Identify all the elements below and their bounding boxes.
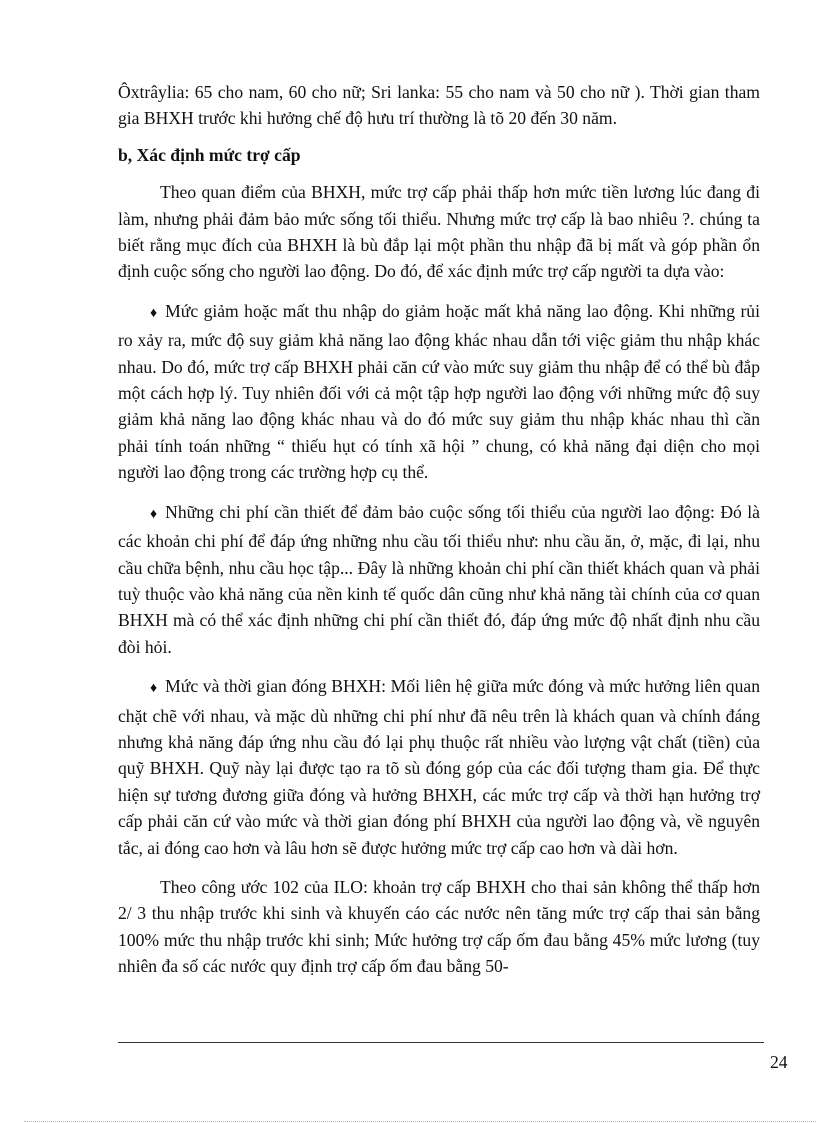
paragraph-subsidy-principle: Theo quan điểm của BHXH, mức trợ cấp phải thấp hơn mức tiền lương lúc đang đi làm, nhưng phải đảm bảo mức sống tối thiểu. Nhưng mức trợ cấp là bao nhiêu ?. chúng ta biết rằng mục đích của BHXH là bù đắp lại một phần thu nhập đã bị mất và góp phần ổn định cuộc sống cho người lao động. Do đó, để xác định mức trợ cấp người ta dựa vào: xyxy=(118,182,760,282)
bullet-paragraph-contribution xyxy=(118,673,760,861)
bullet-text-income-loss: Mức giảm hoặc mất thu nhập do giảm hoặc mất khả năng lao động. Khi những rủi ro xảy ra, mức độ suy giảm khả năng lao động khác nhau dẫn tới việc giảm thu nhập khác nhau. Do đó, mức trợ cấp BHXH phải căn cứ vào mức suy giảm thu nhập để có thể bù đắp một cách hợp lý. Tuy nhiên đối với cả một tập hợp người lao động với những mức độ suy giảm khả năng lao động khác nhau và do đó mức suy giảm thu nhập khác nhau thì cần phải tính toán những “ thiếu hụt có tính xã hội ” chung, có khả năng đại diện cho mọi người lao động trong các trường hợp cụ thể. xyxy=(118,300,760,483)
section-heading: b, Xác định mức trợ cấp xyxy=(118,144,301,165)
bullet-text-contribution: Mức và thời gian đóng BHXH: Mối liên hệ giữa mức đóng và mức hưởng liên quan chặt chẽ với nhau, và mặc dù những chi phí như đã nêu trên là khách quan và chính đáng nhưng khả năng đáp ứng nhu cầu đó lại phụ thuộc rất nhiều vào lượng vật chất (tiền) của quỹ BHXH. Quỹ này lại được tạo ra tõ sù đóng góp của các đối tượng tham gia. Để thực hiện sự tương đương giữa đóng và hưởng BHXH, các mức trợ cấp và thời hạn hưởng trợ cấp phải căn cứ vào mức và thời gian đóng phí BHXH của người lao động và, về nguyên tắc, ai đóng cao hơn và lâu hơn sẽ được hưởng mức trợ cấp cao hơn và dài hơn. xyxy=(118,676,760,858)
bullet-text-living-costs: Những chi phí cần thiết để đảm bảo cuộc sống tối thiểu của người lao động: Đó là các khoản chi phí để đáp ứng những nhu cầu tối thiểu như: nhu cầu ăn, ở, mặc, đi lại, nhu cầu chữa bệnh, nhu cầu học tập... Đây là những khoản chi phí cần thiết khách quan và phải tuỳ thuộc vào khả năng của nền kinh tế quốc dân cũng như khả năng tài chính của cơ quan BHXH mà có thể xác định những chi phí cần thiết đó, đáp ứng mức độ nhất định nhu cầu đòi hỏi. xyxy=(118,501,760,657)
bullet-paragraph-income-loss xyxy=(118,298,760,486)
page-bottom-edge xyxy=(24,1121,816,1122)
paragraph-ilo-convention: Theo công ước 102 của ILO: khoản trợ cấp BHXH cho thai sản không thể thấp hơn 2/ 3 thu nhập trước khi sinh và khuyến cáo các nước nên tăng mức trợ cấp thai sản bằng 100% mức thu nhập trước khi sinh; Mức hưởng trợ cấp ốm đau bằng 45% mức lương (tuy nhiên đa số các nước quy định trợ cấp ốm đau bằng 50- xyxy=(118,876,760,977)
diamond-bullet-icon: ♦ xyxy=(150,681,158,697)
page-body xyxy=(118,79,760,980)
footer-divider xyxy=(118,1042,764,1043)
bullet-paragraph-living-costs xyxy=(118,499,760,660)
page-number: 24 xyxy=(770,1052,788,1072)
diamond-bullet-icon: ♦ xyxy=(150,506,158,522)
intro-paragraph: Ôxtrâylia: 65 cho nam, 60 cho nữ; Sri lanka: 55 cho nam và 50 cho nữ ). Thời gian tham gia BHXH trước khi hưởng chế độ hưu trí thường là tõ 20 đến 30 năm. xyxy=(118,82,760,129)
diamond-bullet-icon: ♦ xyxy=(150,305,158,321)
